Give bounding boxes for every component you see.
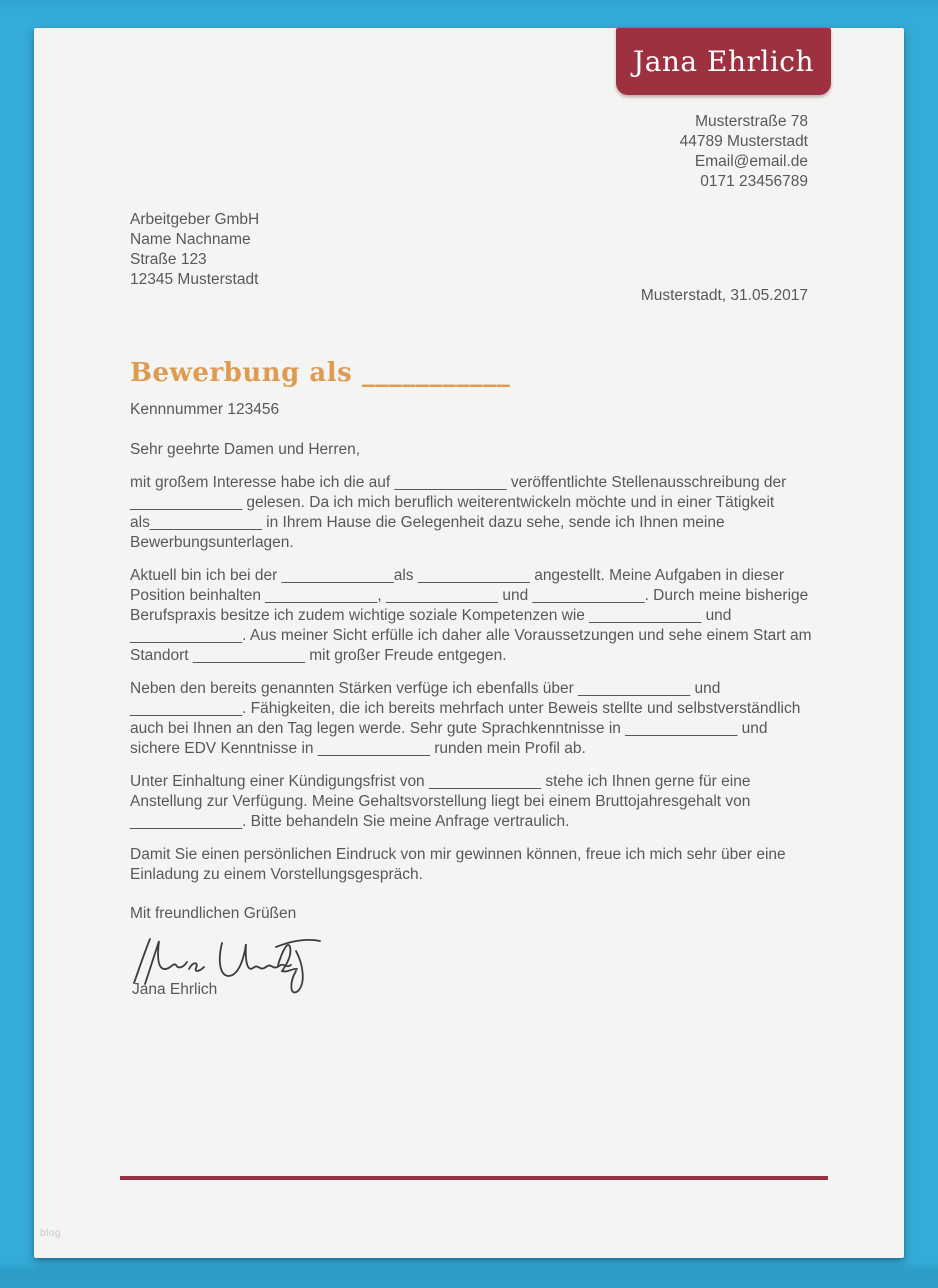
- reference-number: Kennnummer 123456: [130, 401, 280, 418]
- sender-phone: 0171 23456789: [700, 173, 808, 190]
- date-line: Musterstadt, 31.05.2017: [640, 287, 808, 304]
- paragraph-introduction: mit großem Interesse habe ich die auf _____________ veröffentlichte Stellenausschreibung der _____________ gelesen. Da ich mich beruflich weiterentwickeln möchte und in einer Tätigkeit als_____________ in Ihrem Hause die Gelegenheit dazu sehe, sende ich Ihnen meine Bewerbungsunterlagen.: [130, 474, 787, 551]
- recipient-street: Straße 123: [130, 251, 207, 268]
- recipient-contact: Name Nachname: [130, 231, 251, 248]
- paragraph-interview-request: Damit Sie einen persönlichen Eindruck von mir gewinnen können, freue ich mich sehr über eine Einladung zu einem Vorstellungsgespräch.: [130, 846, 786, 883]
- watermark-text: blog: [40, 1228, 61, 1239]
- paragraph-strengths: Neben den bereits genannten Stärken verfüge ich ebenfalls über _____________ und _____________. Fähigkeiten, die ich bereits mehrfach unter Beweis stellte und selbstverständlich auch bei Ihnen an den Tag legen werde. Sehr gute Sprachkenntnisse in _____________ und sichere EDV Kenntnisse in _____________ runden mein Profil ab.: [130, 680, 801, 757]
- letterhead-name-box: [616, 28, 831, 95]
- recipient-address-block: [130, 210, 259, 290]
- sender-address-block: [680, 112, 808, 192]
- recipient-city: 12345 Musterstadt: [130, 271, 259, 288]
- paragraph-current-position: Aktuell bin ich bei der _____________als _____________ angestellt. Meine Aufgaben in dieser Position beinhalten _____________, _____________ und _____________. Durch meine bisherige Berufspraxis besitze ich zudem wichtige soziale Kompetenzen wie _____________ und _____________. Aus meiner Sicht erfülle ich daher alle Voraussetzungen und sehe einem Start am Standort _____________ mit großer Freude entgegen.: [130, 567, 812, 664]
- letter-page: [34, 28, 904, 1258]
- letter-body: [130, 440, 814, 898]
- closing-regards: Mit freundlichen Grüßen: [130, 905, 297, 922]
- salutation: Sehr geehrte Damen und Herren,: [130, 441, 361, 458]
- subject-heading: Bewerbung als ___________: [130, 358, 511, 388]
- applicant-name: Jana Ehrlich: [632, 45, 815, 78]
- sender-street: Musterstraße 78: [695, 113, 808, 130]
- sender-email: Email@email.de: [694, 153, 808, 170]
- recipient-company: Arbeitgeber GmbH: [130, 211, 260, 228]
- footer-rule: [120, 1176, 828, 1180]
- paragraph-availability-salary: Unter Einhaltung einer Kündigungsfrist von _____________ stehe ich Ihnen gerne für eine Anstellung zur Verfügung. Meine Gehaltsvorstellung liegt bei einem Bruttojahresgehalt von _____________. Bitte behandeln Sie meine Anfrage vertraulich.: [130, 773, 751, 830]
- sender-city: 44789 Musterstadt: [679, 133, 808, 150]
- signer-name: Jana Ehrlich: [132, 981, 218, 998]
